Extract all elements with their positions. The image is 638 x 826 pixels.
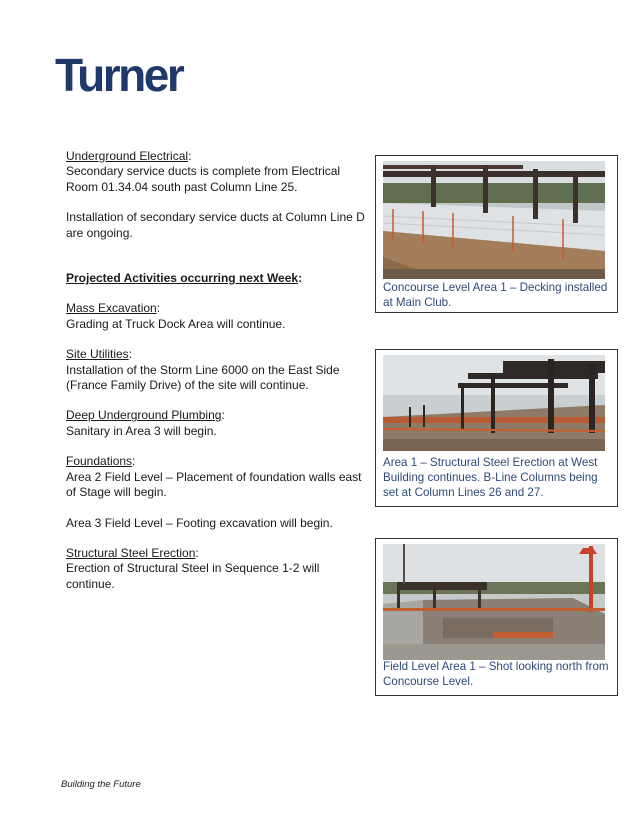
deep-plumbing-heading: Deep Underground Plumbing	[66, 408, 222, 423]
photo-steel-erection	[383, 355, 605, 451]
underground-electrical-heading: Underground Electrical	[66, 149, 189, 163]
mass-excavation-section: Mass Excavation:	[66, 301, 161, 316]
foundations-text-2: Area 3 Field Level – Footing excavation will begin.	[66, 515, 333, 530]
foundations-text-1: Area 2 Field Level – Placement of foundation walls east of Stage will begin.	[66, 469, 362, 500]
structural-steel-section: Structural Steel Erection:	[66, 545, 199, 560]
photo-card-field-level	[375, 538, 618, 696]
photo-field-level	[383, 544, 605, 660]
foundations-heading: Foundations	[66, 454, 133, 469]
photo-caption-decking: Concourse Level Area 1 – Decking installed at Main Club.	[383, 281, 608, 309]
turner-logo: Turner	[55, 49, 183, 101]
report-text-column	[66, 149, 370, 592]
photo-card-steel-erection	[375, 349, 618, 507]
underground-electrical-text-1: Secondary service ducts is complete from Electrical Room 01.34.04 south past Column Line 25.	[66, 164, 341, 194]
mass-excavation-heading: Mass Excavation	[66, 301, 157, 316]
underground-electrical-section: Underground Electrical:	[66, 149, 192, 163]
photo-card-decking	[375, 155, 618, 313]
footer-tagline: Building the Future	[61, 779, 141, 790]
site-utilities-heading: Site Utilities	[66, 347, 129, 362]
site-utilities-section: Site Utilities:	[66, 347, 133, 362]
structural-steel-text: Erection of Structural Steel in Sequence 1-2 will continue.	[66, 561, 320, 591]
foundations-section: Foundations:	[66, 454, 136, 469]
projected-activities-heading: Projected Activities occurring next Week	[66, 271, 299, 286]
photo-decking	[383, 161, 605, 279]
underground-electrical-text-2: Installation of secondary service ducts at Column Line D are ongoing.	[66, 210, 365, 240]
structural-steel-heading: Structural Steel Erection	[66, 545, 196, 560]
projected-activities-section: Projected Activities occurring next Week:	[66, 271, 303, 286]
deep-plumbing-text: Sanitary in Area 3 will begin.	[66, 423, 217, 438]
mass-excavation-text: Grading at Truck Dock Area will continue.	[66, 316, 286, 331]
photo-caption-field-level: Field Level Area 1 – Shot looking north from Concourse Level.	[383, 660, 609, 688]
photo-caption-steel-erection: Area 1 – Structural Steel Erection at West Building continues. B-Line Columns being set at Column Lines 26 and 27.	[383, 456, 598, 499]
deep-plumbing-section: Deep Underground Plumbing:	[66, 408, 225, 423]
site-utilities-text: Installation of the Storm Line 6000 on the East Side (France Family Drive) of the site will continue.	[66, 362, 340, 393]
